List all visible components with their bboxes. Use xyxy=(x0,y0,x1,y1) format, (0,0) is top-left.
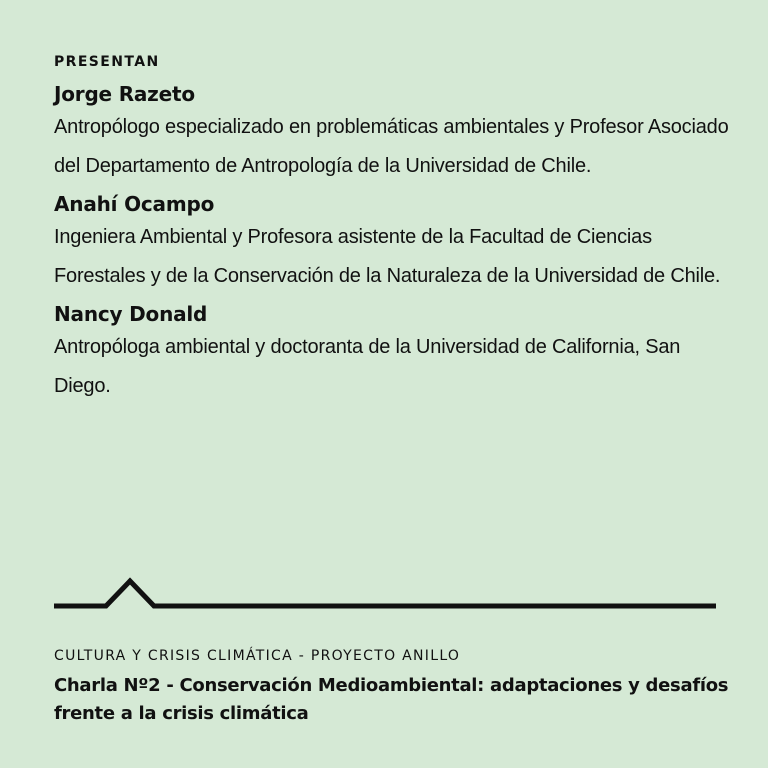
presenter-bio: Ingeniera Ambiental y Profesora asistente de la Facultad de Ciencias Forestales y de la Conservación de la Naturaleza de la Universidad de Chile. xyxy=(54,226,721,287)
presenter-block xyxy=(54,80,734,186)
mountain-line-icon xyxy=(54,581,716,606)
event-footer xyxy=(54,646,734,728)
presenters-section xyxy=(54,52,734,410)
presenter-name: Jorge Razeto xyxy=(54,82,195,106)
presenter-block xyxy=(54,190,734,296)
presenter-name: Nancy Donald xyxy=(54,302,208,326)
presenter-name: Anahí Ocampo xyxy=(54,192,215,216)
event-title: Charla Nº2 - Conservación Medioambiental: adaptaciones y desafíos frente a la crisis climática xyxy=(54,675,729,724)
presenter-bio: Antropóloga ambiental y doctoranta de la Universidad de California, San Diego. xyxy=(54,336,681,397)
event-series: CULTURA Y CRISIS CLIMÁTICA - PROYECTO ANILLO xyxy=(54,648,461,664)
mountain-divider xyxy=(54,576,716,616)
presenter-block xyxy=(54,300,734,406)
presenters-heading: PRESENTAN xyxy=(54,54,160,70)
presenter-bio: Antropólogo especializado en problemáticas ambientales y Profesor Asociado del Departamento de Antropología de la Universidad de Chile. xyxy=(54,116,729,177)
